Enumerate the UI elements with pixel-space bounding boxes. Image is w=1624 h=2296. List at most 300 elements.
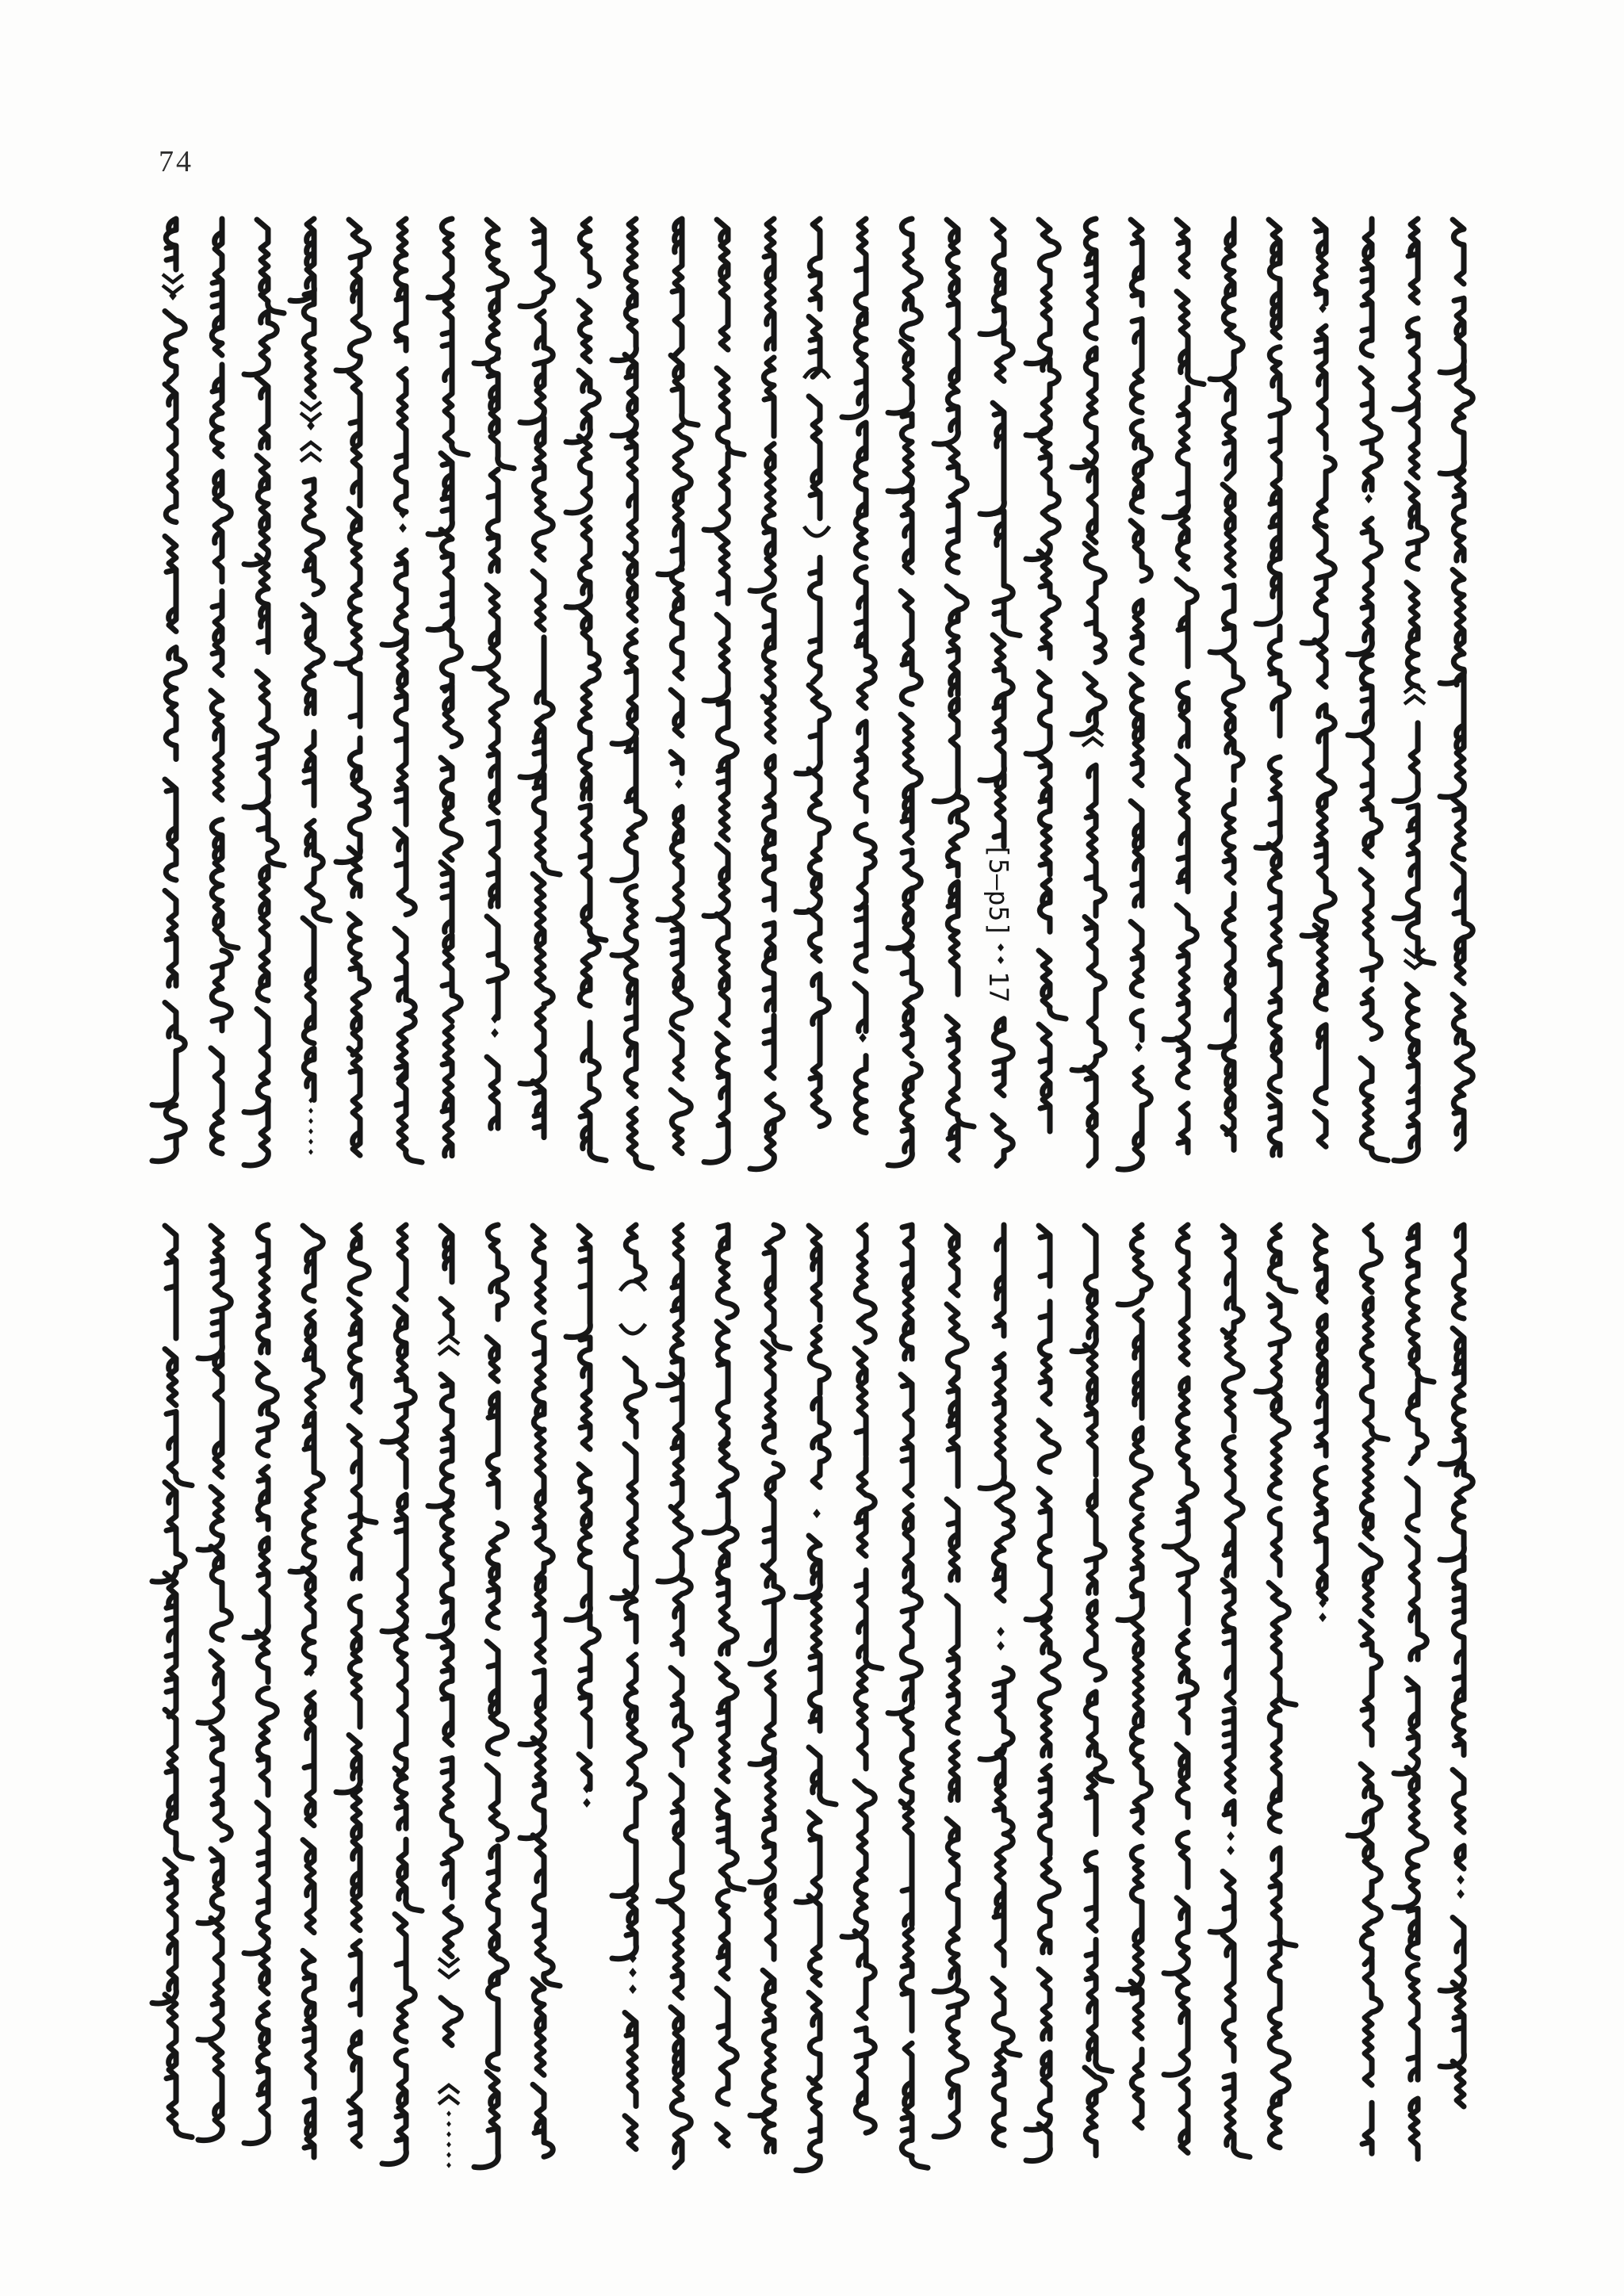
script-word [487, 1057, 498, 1128]
script-word [1223, 1330, 1243, 1431]
script-word [303, 1840, 314, 1933]
script-word [902, 946, 921, 1056]
script-word [165, 779, 176, 880]
script-word [1086, 1692, 1112, 1781]
script-word [534, 418, 553, 560]
script-word [1224, 1709, 1234, 1792]
script-word [1407, 583, 1418, 687]
script-word [717, 2124, 728, 2145]
script-word [902, 489, 912, 572]
script-word [428, 219, 452, 298]
script-word [934, 698, 958, 802]
script-word [796, 1536, 820, 1598]
script-word [244, 2003, 268, 2144]
script-word [718, 1891, 728, 1979]
script-word [304, 1311, 323, 1407]
script-word [428, 1374, 452, 1506]
script-word [856, 721, 866, 811]
script-word [474, 2072, 498, 2168]
script-column-b1-15 [842, 219, 875, 1133]
script-word [764, 1464, 783, 1567]
full-stop-dots-mark [1227, 1831, 1235, 1841]
script-word [902, 1708, 912, 1808]
script-word [1454, 1556, 1464, 1675]
script-word [579, 300, 590, 362]
script-word [934, 1991, 967, 2137]
script-word [488, 1846, 507, 1973]
script-column-b2-11 [658, 1225, 691, 2168]
script-word [1394, 1678, 1418, 1774]
script-column-b2-23 [1210, 1226, 1250, 2157]
script-word [487, 1641, 507, 1754]
script-word [442, 1758, 461, 1897]
script-column-b2-7 [474, 1225, 507, 2168]
script-word [211, 1728, 231, 1840]
script-word [303, 1226, 323, 1301]
script-column-b2-25 [1315, 1226, 1327, 1622]
script-word [947, 444, 967, 572]
script-word [1132, 319, 1142, 412]
script-word [487, 668, 507, 813]
script-word [580, 1615, 599, 1747]
script-word [533, 2084, 553, 2156]
script-word [534, 1578, 544, 1662]
script-word [612, 354, 636, 436]
script-word [488, 1973, 498, 2069]
script-word [441, 1299, 452, 1334]
script-column-b1-24 [1256, 220, 1289, 1155]
script-column-b1-16 [888, 219, 921, 1165]
script-word [211, 1048, 222, 1154]
script-word [947, 1819, 958, 1881]
script-word [658, 1775, 682, 1902]
script-word [198, 1487, 222, 1550]
script-column-b2-22 [1164, 1225, 1197, 2152]
script-word [566, 1226, 590, 1337]
script-word [244, 1802, 268, 1954]
script-word [1315, 220, 1326, 304]
script-word [399, 1839, 422, 1911]
full-stop-dots-mark [1319, 1613, 1327, 1622]
script-word [1164, 1457, 1197, 1547]
script-word [1210, 1871, 1234, 1932]
script-column-b1-1 [211, 219, 238, 1154]
script-word [1316, 326, 1326, 449]
script-word [1072, 1226, 1096, 1352]
script-word [166, 648, 185, 760]
script-word [152, 1105, 185, 1161]
script-word [980, 635, 1013, 781]
script-word [1085, 543, 1105, 662]
comma-dot-mark [1365, 494, 1373, 503]
script-word [257, 220, 284, 313]
script-word [717, 220, 728, 350]
script-word [612, 886, 636, 956]
script-word [717, 914, 728, 1025]
script-word [717, 1790, 744, 1889]
ellipsis-dots-mark [308, 1138, 313, 1144]
script-word [993, 1115, 1013, 1166]
script-word [304, 1048, 314, 1100]
script-word [997, 330, 1013, 381]
script-word [717, 1322, 728, 1445]
script-word [1394, 1767, 1427, 1908]
script-word [580, 1337, 590, 1449]
script-word [1178, 1832, 1188, 1887]
script-word [428, 1503, 452, 1637]
script-word [1164, 388, 1188, 518]
script-word [764, 1016, 774, 1078]
script-word [856, 1056, 866, 1133]
script-word [165, 385, 176, 522]
script-word [856, 825, 875, 909]
script-word [626, 1225, 645, 1280]
script-word [1210, 894, 1234, 1047]
script-word [658, 807, 682, 920]
script-column-b1-23 [1210, 219, 1243, 1150]
script-word [579, 1755, 590, 1789]
script-word [1039, 1024, 1050, 1131]
script-word [534, 1322, 544, 1430]
script-column-b2-3 [290, 1226, 323, 2157]
ellipsis-dots-mark [446, 2162, 451, 2168]
script-word [441, 1636, 452, 1745]
script-word [1223, 1934, 1234, 2061]
script-word [980, 220, 1004, 335]
script-word [902, 219, 921, 339]
script-word [1362, 989, 1381, 1039]
script-word [1316, 457, 1335, 526]
script-word [1224, 1801, 1234, 1824]
script-word [258, 867, 268, 1001]
script-column-b1-11 [658, 219, 698, 1154]
script-word [796, 2078, 820, 2171]
script-word [1440, 1328, 1464, 1464]
script-word [520, 1738, 544, 1839]
script-word [580, 1023, 606, 1161]
script-word [905, 1505, 912, 1591]
full-stop-dots-mark [997, 1627, 1005, 1636]
script-word [947, 1304, 967, 1383]
ellipsis-dots-mark [308, 1128, 313, 1134]
script-word [764, 219, 774, 349]
script-word [349, 1048, 360, 1155]
script-word [1315, 925, 1326, 1009]
script-word [1453, 863, 1473, 983]
script-word [1270, 626, 1289, 736]
script-word [441, 1998, 461, 2045]
script-word [809, 1747, 836, 1804]
script-word [1407, 985, 1418, 1092]
script-column-b1-9 [566, 219, 606, 1161]
script-word [1394, 319, 1418, 410]
script-word [520, 312, 553, 423]
ellipsis-dots-mark [308, 1149, 313, 1154]
script-word [1086, 1852, 1096, 1931]
quote-open-icon [439, 2085, 459, 2104]
script-word [901, 591, 921, 704]
script-word [336, 1735, 360, 1793]
full-stop-dots-mark [1457, 1875, 1465, 1885]
script-word [1407, 1479, 1418, 1531]
script-word [796, 685, 829, 774]
script-word [1131, 921, 1142, 996]
script-word [212, 951, 231, 1031]
script-word [750, 1970, 774, 2116]
script-word [165, 1709, 192, 1858]
script-word [856, 1571, 882, 1669]
script-word [1026, 428, 1059, 560]
script-word [1362, 1225, 1381, 1292]
script-word [718, 1528, 737, 1654]
script-column-b1-4 [336, 220, 369, 1155]
script-column-b2-20 [1072, 1226, 1112, 2156]
script-word [1026, 359, 1059, 436]
script-word [579, 607, 599, 733]
script-word [704, 614, 728, 701]
script-word [810, 557, 820, 682]
script-word [488, 821, 498, 906]
script-word [810, 1595, 820, 1731]
script-word [842, 1781, 875, 1938]
script-word [382, 1307, 415, 1442]
script-word [1177, 580, 1197, 667]
script-word [750, 1672, 774, 1765]
script-column-b2-19 [1026, 1226, 1059, 2161]
script-word [303, 1950, 314, 2087]
script-word [349, 373, 360, 506]
script-word [198, 2043, 222, 2141]
script-word [1365, 1959, 1381, 2085]
script-word [1072, 348, 1096, 468]
script-word [396, 1626, 406, 1774]
script-word [1040, 879, 1050, 932]
script-word [1224, 2075, 1250, 2157]
script-word [672, 219, 682, 355]
comma-dot-mark [1135, 1043, 1143, 1052]
script-word [152, 1859, 176, 2003]
script-word [993, 1978, 1020, 2055]
script-word [1085, 460, 1096, 542]
script-word [947, 1596, 958, 1733]
script-column-b2-10 [612, 1225, 645, 2149]
script-word [566, 517, 590, 607]
script-word [395, 1768, 406, 1828]
script-word [951, 1742, 958, 1800]
script-word [1361, 368, 1381, 490]
ellipsis-dots-mark [446, 2131, 451, 2137]
script-word [349, 1425, 376, 1522]
script-word [625, 2116, 636, 2149]
script-word [1362, 1440, 1372, 1538]
script-word [1269, 844, 1280, 942]
script-word [1131, 220, 1142, 305]
script-word [349, 2101, 360, 2146]
script-word [304, 732, 314, 806]
script-word [336, 220, 369, 371]
script-word [994, 2049, 1004, 2145]
comma-dot-mark [859, 1033, 867, 1043]
script-word [1362, 1298, 1388, 1439]
script-word [349, 913, 369, 1054]
script-word [658, 1225, 682, 1386]
script-column-b2-6 [428, 1226, 461, 2168]
script-word [612, 630, 636, 744]
script-word [625, 955, 636, 1096]
script-word [809, 1226, 820, 1320]
script-word [258, 1688, 277, 1795]
paren-close-icon [804, 526, 829, 536]
script-word [1270, 1509, 1280, 1575]
script-word [626, 1655, 645, 1784]
script-word [580, 806, 606, 940]
script-word [767, 1885, 774, 1959]
script-word [764, 358, 774, 436]
script-word [1177, 1549, 1197, 1624]
quote-close-icon [439, 1958, 459, 1977]
script-word [901, 714, 921, 843]
script-word [165, 890, 176, 985]
script-word [198, 1918, 222, 2040]
script-word [994, 1747, 1013, 1899]
script-word [382, 1494, 406, 1632]
script-word [671, 919, 691, 1029]
script-word [349, 848, 360, 896]
script-word [1361, 1621, 1381, 1745]
script-word [1086, 219, 1096, 339]
script-word [307, 821, 330, 920]
script-word [1440, 1982, 1464, 2067]
script-word [1132, 1428, 1151, 1509]
script-word [1348, 1764, 1381, 1836]
script-column-b1-19 [1026, 220, 1066, 1131]
script-word [1269, 220, 1280, 338]
script-word [1132, 600, 1142, 663]
text-band-2 [152, 1225, 1473, 2171]
script-word [487, 1337, 498, 1381]
script-word [750, 1565, 783, 1664]
script-word [1224, 1437, 1243, 1575]
script-word [1224, 1047, 1234, 1135]
script-word [672, 569, 682, 679]
script-word [396, 709, 406, 825]
quote-close-icon [163, 274, 183, 293]
script-word [1315, 640, 1326, 687]
script-word [1316, 1468, 1326, 1599]
script-word [1453, 994, 1473, 1149]
script-word [533, 571, 544, 629]
script-word [396, 1066, 422, 1162]
script-word [856, 2028, 875, 2133]
script-word [244, 456, 268, 565]
script-word [1348, 519, 1381, 655]
script-word [474, 220, 507, 364]
text-band-1 [152, 219, 1473, 1169]
script-word [1316, 1315, 1326, 1456]
script-word [350, 1514, 360, 1578]
script-word [1039, 1421, 1059, 1472]
script-word [258, 1225, 268, 1353]
script-word [809, 910, 820, 961]
script-word [994, 1225, 1004, 1336]
script-word [625, 2013, 636, 2107]
script-word [215, 472, 232, 582]
script-column-b2-26 [1348, 1225, 1388, 2153]
script-word [212, 820, 238, 948]
script-word [1086, 1601, 1105, 1680]
comma-dot-mark [629, 1984, 637, 1994]
script-word [1440, 365, 1473, 474]
script-word [671, 1032, 682, 1079]
script-word [212, 219, 222, 355]
script-word [750, 1758, 774, 1883]
script-word [1178, 1225, 1188, 1364]
full-stop-dots-mark [583, 1798, 591, 1808]
script-word [257, 1363, 277, 1456]
ellipsis-dots-mark [308, 1118, 313, 1123]
script-word [1454, 1225, 1464, 1318]
script-column-b1-10 [612, 219, 652, 1168]
full-stop-dots-mark [491, 1028, 499, 1038]
script-word [1132, 421, 1151, 512]
script-column-b1-3 [290, 219, 330, 1155]
script-column-b2-18 [980, 1225, 1020, 2145]
quote-open-icon [439, 1336, 459, 1355]
script-word [350, 658, 360, 726]
script-word [810, 1326, 829, 1394]
script-word [1039, 551, 1059, 658]
script-word [165, 1995, 192, 2137]
script-word [304, 293, 314, 397]
full-stop-dots-mark [629, 1968, 637, 1977]
script-word [1086, 1939, 1112, 2071]
script-word [1040, 1766, 1050, 1854]
script-word [487, 916, 507, 1018]
script-word [1407, 1537, 1427, 1659]
script-column-b2-5 [382, 1225, 422, 2164]
script-word [704, 844, 728, 916]
script-word [672, 2099, 691, 2168]
script-word [1315, 1112, 1326, 1146]
script-word [396, 454, 406, 511]
script-word [442, 295, 468, 455]
script-word [1362, 219, 1372, 356]
script-word [1269, 1095, 1280, 1155]
script-word [1394, 723, 1418, 802]
full-stop-dots-mark [1227, 1846, 1235, 1855]
script-word [1270, 1942, 1289, 2092]
script-word [717, 1663, 737, 1781]
script-word [1177, 1039, 1188, 1088]
citation-number: 17 [983, 971, 1014, 1003]
script-column-b1-13 [750, 219, 783, 1169]
script-word [1181, 2079, 1188, 2152]
script-word [303, 1568, 314, 1673]
comma-dot-mark [307, 421, 315, 430]
script-word [671, 1090, 691, 1154]
script-word [261, 1947, 268, 1994]
script-word [1454, 1677, 1464, 1755]
script-word [1178, 1104, 1188, 1153]
script-word [1361, 1058, 1388, 1161]
script-word [934, 1885, 958, 1992]
script-word [488, 1393, 498, 1507]
script-word [809, 1992, 820, 2083]
script-word [488, 1225, 507, 1319]
script-word [442, 1027, 452, 1156]
script-word [1131, 675, 1142, 786]
script-word [165, 1349, 176, 1405]
